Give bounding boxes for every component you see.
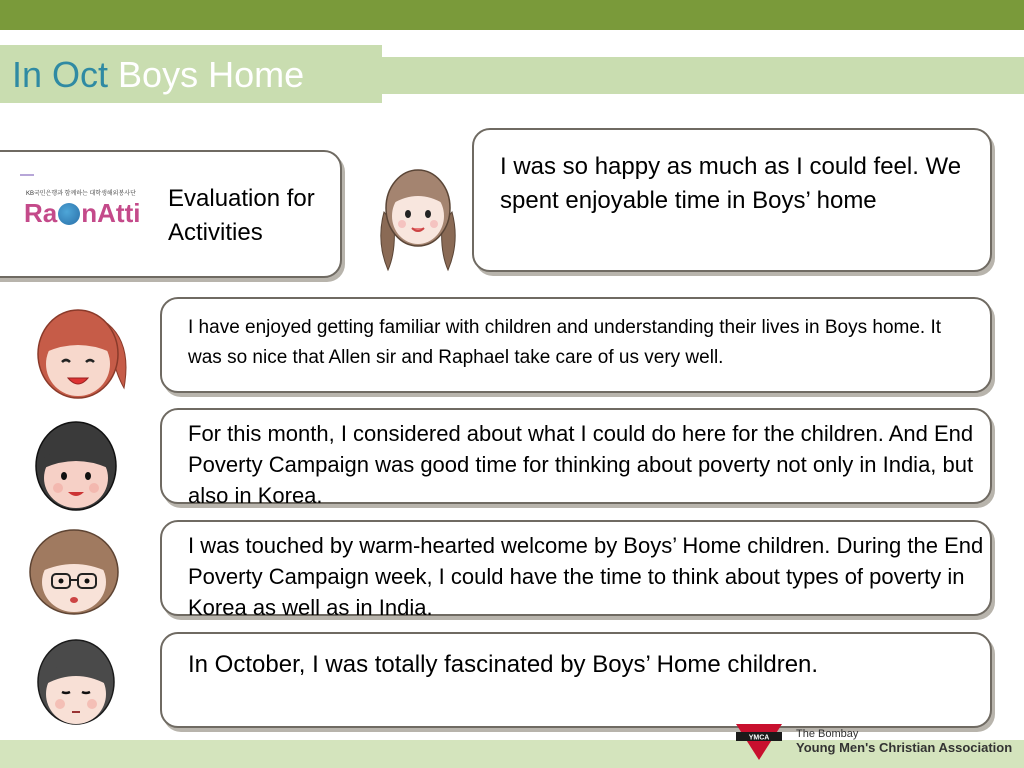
org-name-text: Young Men's Christian Association	[796, 740, 1013, 755]
comment-bubble-4	[160, 520, 992, 620]
comment-bubble-5	[160, 632, 992, 728]
org-small-text: The Bombay	[796, 728, 859, 740]
globe-icon	[58, 203, 80, 225]
title-accent: In Oct	[12, 54, 109, 95]
logo-brand-post: nAtti	[81, 198, 141, 228]
comment-text-3: For this month, I considered about what I could do here for the children. And End Poverty Campaign was good time for thinking about poverty not only in India, but also in Korea.	[188, 421, 974, 508]
comment-text-2: I have enjoyed getting familiar with children and understanding their lives in Boys home. It was so nice that Allen sir and Raphael take care of us very well.	[188, 317, 942, 368]
comment-text-1: I was so happy as much as I could feel. We spent enjoyable time in Boys’ home	[500, 153, 962, 214]
top-band	[0, 0, 1024, 30]
red-haired-girl-face-icon	[28, 304, 136, 404]
ymca-letters: YMCA	[748, 734, 770, 742]
girl-pigtails-face-icon	[374, 152, 462, 280]
page-title	[12, 55, 382, 95]
girl-with-glasses-face-icon	[24, 524, 124, 618]
evaluation-label: Evaluation for Activities	[168, 185, 315, 246]
comment-bubble-3	[160, 408, 992, 508]
logo-brand-pre: Ra	[24, 198, 58, 228]
title-main: Boys Home	[118, 54, 305, 95]
logo-card	[0, 150, 342, 278]
comment-bubble-2	[160, 297, 992, 393]
dark-haired-boy-face-icon	[30, 418, 122, 514]
logo-small-text: KB국민은행과 함께하는 대학생해외봉사단	[26, 191, 136, 197]
title-strip	[382, 57, 1024, 94]
comment-text-5: In October, I was totally fascinated by Boys’ Home children.	[188, 651, 819, 678]
raonatti-logo	[24, 198, 140, 229]
comment-text-4: I was touched by warm-hearted welcome by Boys’ Home children. During the End Poverty Campaign week, I could have the time to think about types of poverty in Korea as well as in India.	[188, 533, 984, 620]
comment-bubble-1	[472, 128, 992, 272]
ymca-triangle-logo	[734, 722, 784, 762]
logo-dash	[20, 174, 34, 176]
boy-face-icon	[34, 636, 118, 730]
title-box	[0, 45, 382, 103]
